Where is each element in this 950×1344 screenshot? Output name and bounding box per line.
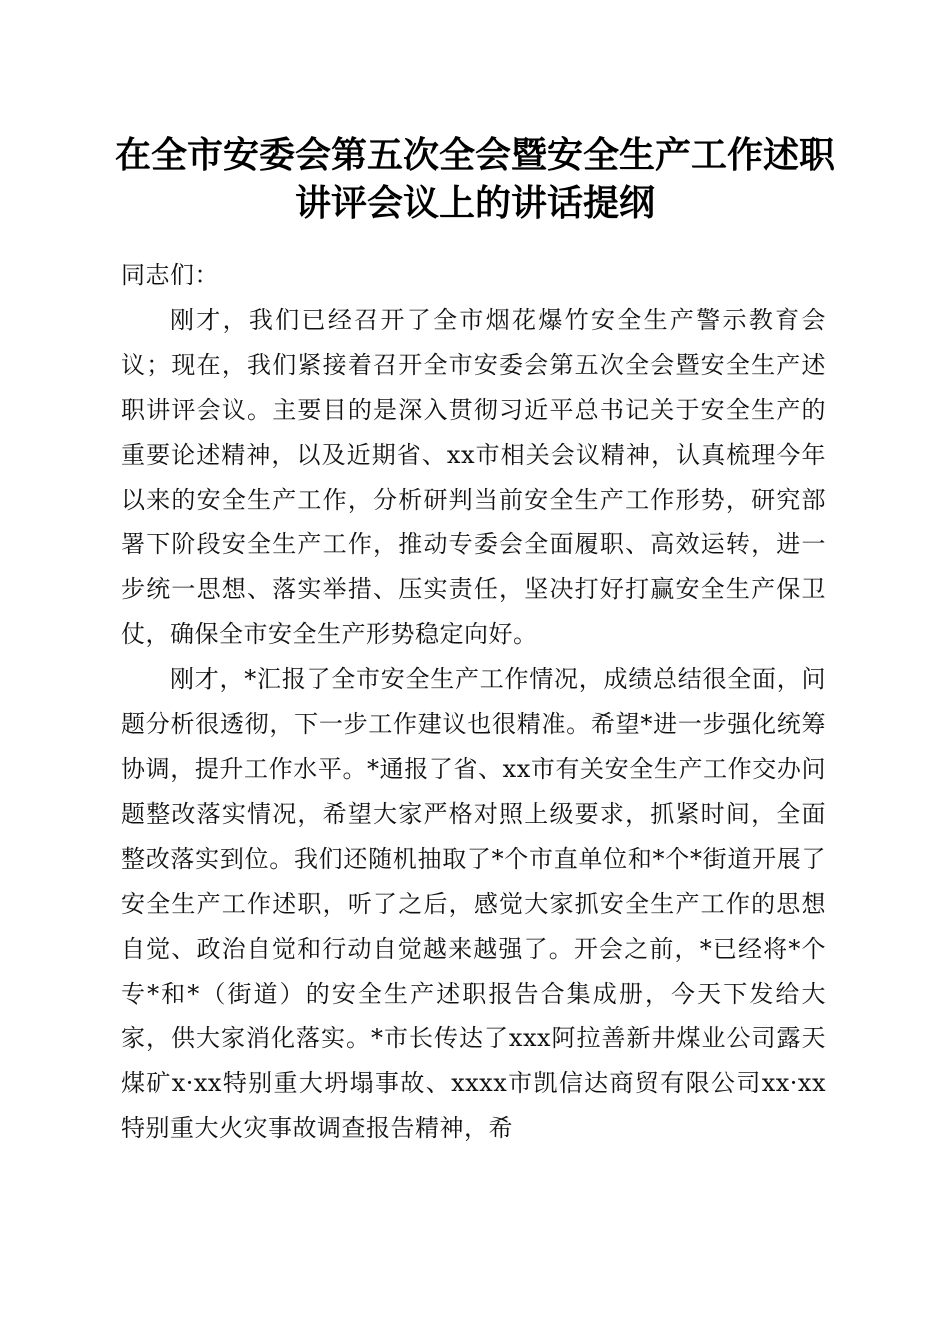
salutation: 同志们：: [121, 261, 219, 289]
title-line-1: 在全市安委会第五次全会暨安全生产工作述职: [114, 135, 835, 176]
paragraph: 刚才，*汇报了全市安全生产工作情况，成绩总结很全面，问题分析很透彻，下一步工作建议也很精准。希望*进一步强化统筹协调，提升工作水平。*通报了省、xx市有关安全生产工作交办问题整改落实情况，希望大家严格对照上级要求，抓紧时间，全面整改落实到位。我们还随机抽取了*个市直单位和*个*街道开展了安全生产工作述职，听了之后，感觉大家抓安全生产工作的思想自觉、政治自觉和行动自觉越来越强了。开会之前，*已经将*个专*和*（街道）的安全生产述职报告合集成册，今天下发给大家，供大家消化落实。*市长传达了xxx阿拉善新井煤业公司露天煤矿x·xx特别重大坍塌事故、xxxx市凯信达商贸有限公司xx·xx特别重大火灾事故调查报告精神，希: [121, 665, 826, 1143]
paragraph: 刚才，我们已经召开了全市烟花爆竹安全生产警示教育会议；现在，我们紧接着召开全市安委会第五次全会暨安全生产述职讲评会议。主要目的是深入贯彻习近平总书记关于安全生产的重要论述精神，以及近期省、xx市相关会议精神，认真梳理今年以来的安全生产工作，分析研判当前安全生产工作形势，研究部署下阶段安全生产工作，推动专委会全面履职、高效运转，进一步统一思想、落实举措、压实责任，坚决打好打赢安全生产保卫仗，确保全市安全生产形势稳定向好。: [121, 305, 826, 649]
document-title: [90, 132, 860, 228]
title-line-2: 讲评会议上的讲话提纲: [294, 183, 655, 224]
document-body: [121, 253, 826, 1151]
